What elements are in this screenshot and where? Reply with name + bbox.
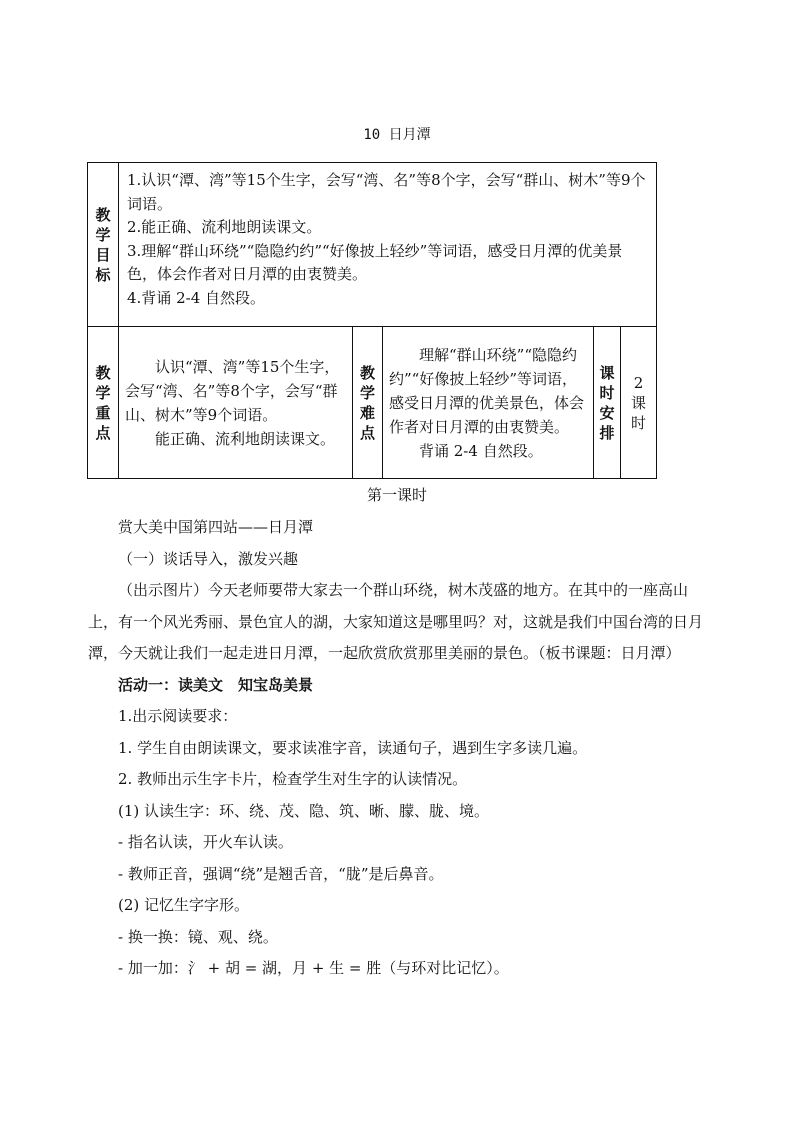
body-line: (2) 记忆生字字形。	[118, 896, 250, 914]
body-line: - 指名认读，开火车认读。	[118, 833, 293, 851]
key-points-label: 教 学 重 点	[88, 327, 119, 479]
lesson-heading: 第一课时	[366, 486, 427, 504]
goals-label: 教 学 目 标	[88, 163, 119, 327]
body-line: - 换一换：镜、观、绕。	[118, 927, 278, 946]
body-line: 2. 教师出示生字卡片，检查学生对生字的认读情况。	[118, 770, 468, 788]
schedule-hours: 2 课 时	[621, 327, 657, 479]
teaching-plan-table	[87, 162, 657, 479]
goals-content	[119, 163, 657, 327]
activity-heading: 活动一：读美文 知宝岛美景	[118, 675, 314, 694]
body-line: - 加一加：氵 + 胡 = 湖，月 + 生 = 胜（与环对比记忆）。	[118, 959, 509, 977]
goal-item: 1.认识“潭、湾”等15个生字，会写“湾、名”等8个字，会写“群山、树木”等9个词语。	[127, 171, 646, 213]
goals-row	[88, 163, 657, 327]
body-line: - 教师正音，强调“绕”是翘舌音，“胧”是后鼻音。	[118, 864, 444, 883]
schedule-label: 课 时 安 排	[594, 327, 621, 479]
difficulty-label: 教 学 难 点	[353, 327, 383, 479]
lesson-body	[88, 512, 708, 985]
key-point: 认识“潭、湾”等15个生字，会写“湾、名”等8个字，会写“群山、树木”等9个词语。	[125, 357, 340, 424]
body-line: （一）谈话导入，激发兴趣	[118, 549, 299, 568]
goal-item: 2.能正确、流利地朗读课文。	[127, 218, 322, 236]
goal-item: 3.理解“群山环绕”“隐隐约约”“好像披上轻纱”等词语，感受日月潭的优美景色，体会作者对日月潭的由衷赞美。	[127, 241, 623, 283]
body-line: 1. 学生自由朗读课文，要求读准字音，读通句子，遇到生字多读几遍。	[118, 738, 588, 757]
lesson-title: 10 日月潭	[363, 127, 431, 143]
key-points-content	[119, 327, 353, 479]
key-row	[88, 327, 657, 479]
key-point: 能正确、流利地朗读课文。	[155, 429, 336, 448]
goal-item: 4.背诵 2-4 自然段。	[127, 288, 266, 307]
body-line: (1) 认读生字：环、绕、茂、隐、筑、晰、朦、胧、境。	[118, 801, 490, 820]
body-paragraph: （出示图片）今天老师要带大家去一个群山环绕，树木茂盛的地方。在其中的一座高山上，有一个风光秀丽、景色宜人的湖，大家知道这是哪里吗？对，这就是我们中国台湾的日月潭，今天就让我们一起走进日月潭，一起欣赏欣赏那里美丽的景色。（板书课题：日月潭）	[88, 581, 704, 662]
body-line: 1.出示阅读要求：	[118, 707, 238, 725]
body-line: 赏大美中国第四站——日月潭	[118, 518, 314, 536]
difficulty-content	[383, 327, 594, 479]
difficulty-point: 背诵 2-4 自然段。	[419, 441, 543, 460]
difficulty-point: 理解“群山环绕”“隐隐约约”“好像披上轻纱”等词语，感受日月潭的优美景色，体会作者对日月潭的由衷赞美。	[389, 345, 585, 436]
